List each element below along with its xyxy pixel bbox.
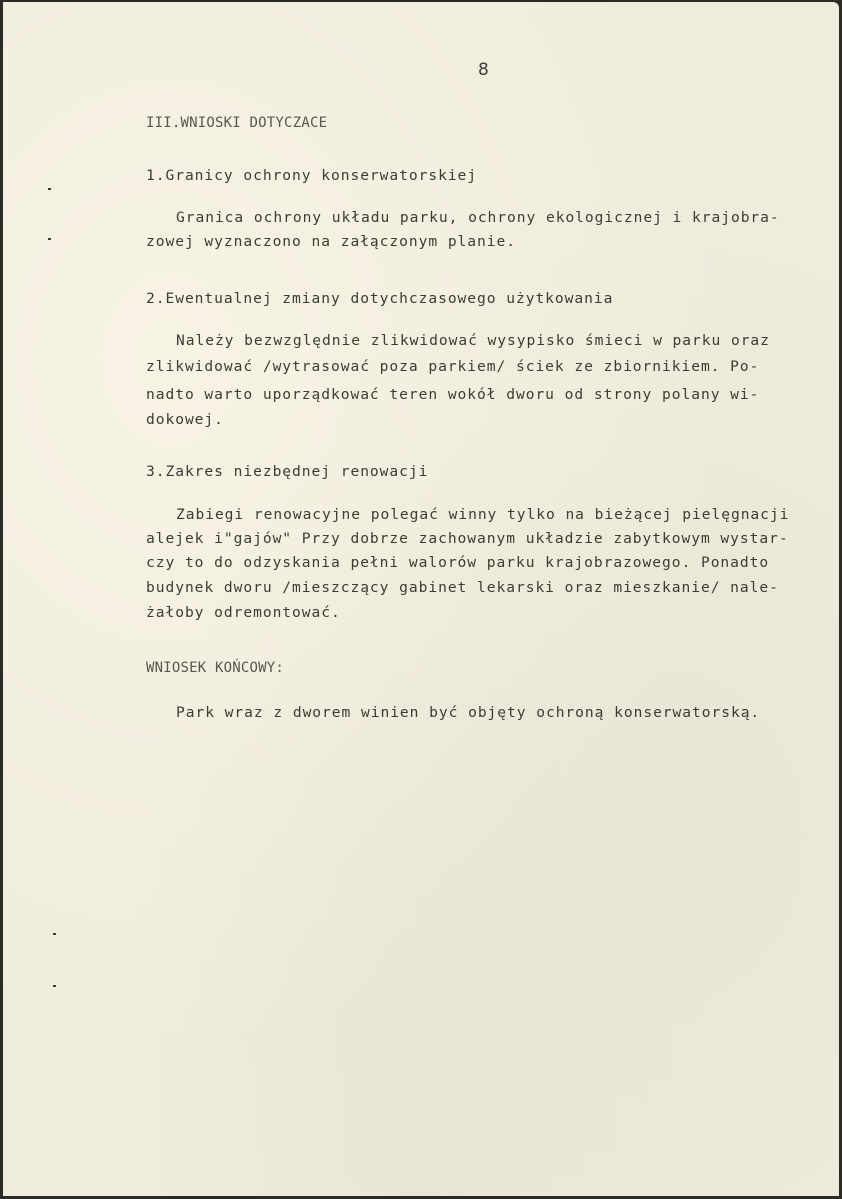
margin-mark — [53, 985, 56, 987]
document-page — [3, 2, 839, 1196]
section-title-2: 2.Ewentualnej zmiany dotychczasowego użytkowania — [146, 290, 614, 307]
page-number: 8 — [478, 60, 489, 80]
paragraph-line: nadto warto uporządkować teren wokół dworu od strony polany wi- — [146, 386, 760, 403]
paragraph-line: alejek i"gajów" Przy dobrze zachowanym układzie zabytkowym wystar- — [146, 530, 789, 547]
margin-mark — [48, 188, 51, 190]
margin-mark — [53, 933, 56, 935]
paragraph-line: Zabiegi renowacyjne polegać winny tylko na bieżącej pielęgnacji — [176, 506, 790, 523]
paragraph-line: czy to do odzyskania pełni walorów parku krajobrazowego. Ponadto — [146, 554, 770, 571]
paragraph-line: żałoby odremontować. — [146, 604, 341, 621]
paragraph-line: budynek dworu /mieszczący gabinet lekarski oraz mieszkanie/ nale- — [146, 579, 779, 596]
conclusion-text: Park wraz z dworem winien być objęty ochroną konserwatorską. — [176, 704, 761, 721]
conclusion-title: WNIOSEK KOŃCOWY: — [146, 660, 285, 676]
paragraph-line: dokowej. — [146, 411, 224, 428]
paragraph-line: zlikwidować /wytrasować poza parkiem/ ściek ze zbiornikiem. Po- — [146, 358, 760, 375]
section-heading: III.WNIOSKI DOTYCZACE — [146, 115, 328, 131]
section-title-3: 3.Zakres niezbędnej renowacji — [146, 463, 429, 480]
margin-mark — [48, 238, 51, 240]
section-title-1: 1.Granicy ochrony konserwatorskiej — [146, 167, 478, 184]
paragraph-line: Granica ochrony układu parku, ochrony ekologicznej i krajobra- — [176, 209, 780, 226]
paragraph-line: zowej wyznaczono na załączonym planie. — [146, 233, 516, 250]
paragraph-line: Należy bezwzględnie zlikwidować wysypisko śmieci w parku oraz — [176, 332, 770, 349]
